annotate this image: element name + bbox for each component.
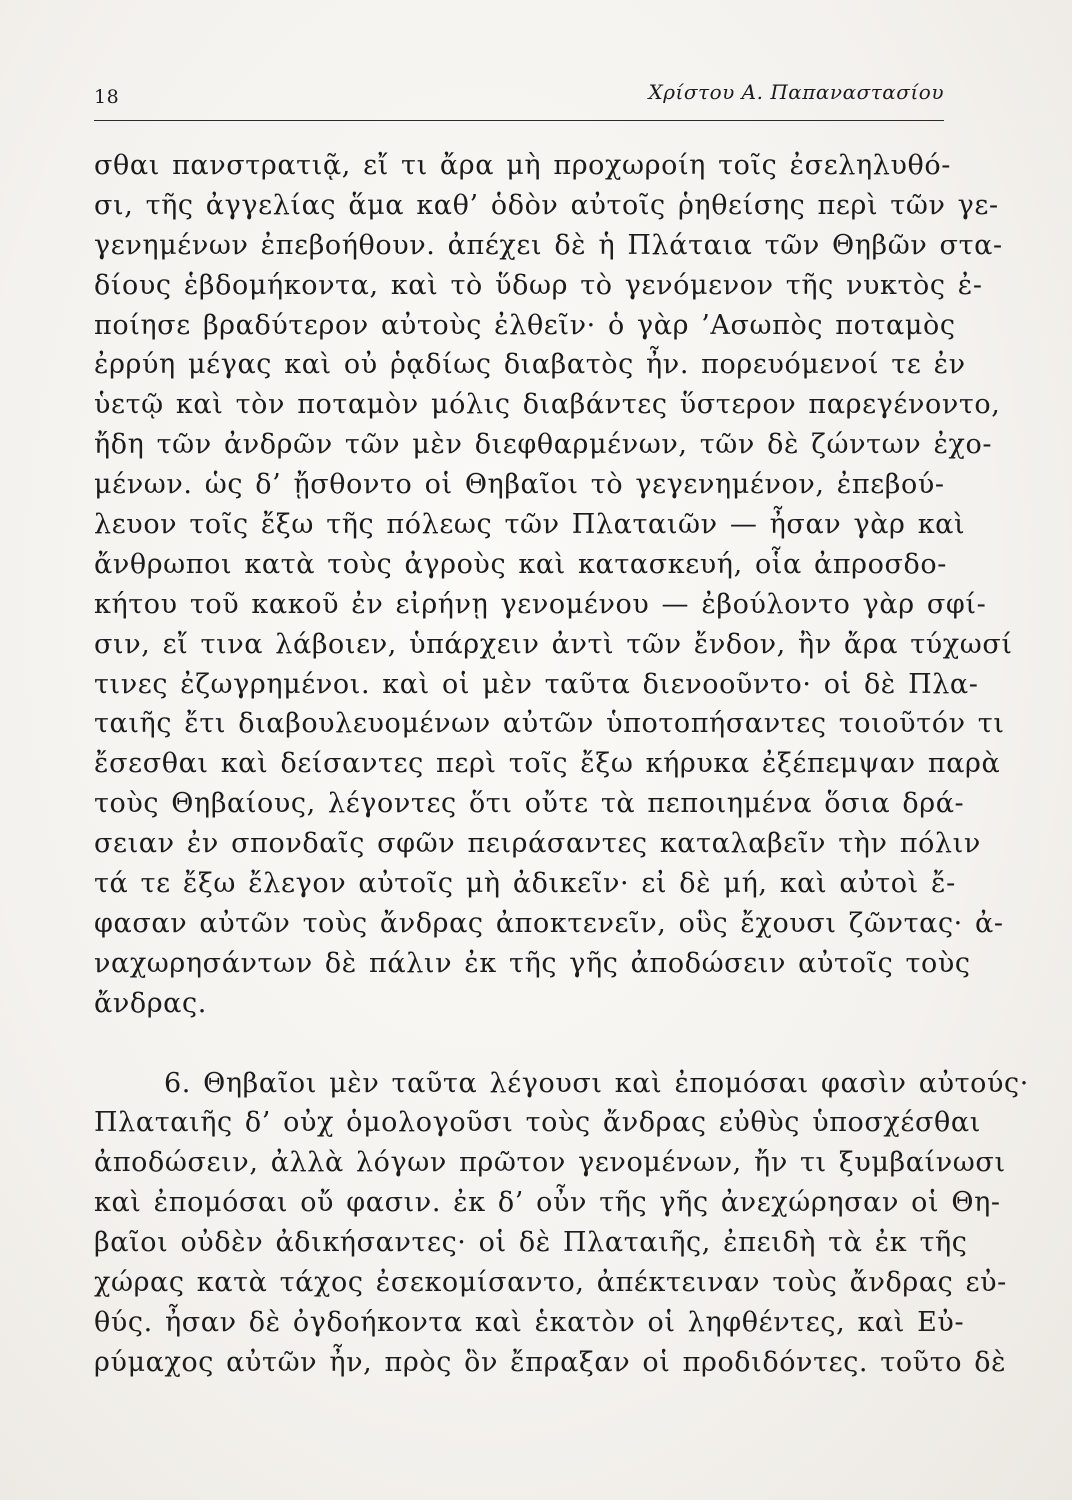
text-line: ἐρρύη μέγας καὶ οὐ ῥᾳδίως διαβατὸς ἦν. πορευόμενοί τε ἐν: [94, 349, 966, 381]
text-line: ἄνθρωποι κατὰ τοὺς ἀγροὺς καὶ κατασκευή, οἷα ἀπροσδο-: [94, 548, 947, 580]
text-line: θύς. ἦσαν δὲ ὀγδοήκοντα καὶ ἑκατὸν οἱ ληφθέντες, καὶ Εὐ-: [94, 1306, 965, 1338]
text-line: κήτου τοῦ κακοῦ ἐν εἰρήνῃ γενομένου — ἐβούλοντο γὰρ σφί-: [94, 588, 987, 620]
text-line: σειαν ἐν σπονδαῖς σφῶν πειράσαντες καταλαβεῖν τὴν πόλιν: [94, 828, 981, 860]
text-line: φασαν αὐτῶν τοὺς ἄνδρας ἀποκτενεῖν, οὓς ἔχουσι ζῶντας· ἀ-: [94, 907, 1004, 939]
text-line: ρύμαχος αὐτῶν ἦν, πρὸς ὃν ἔπραξαν οἱ προδιδόντες. τοῦτο δὲ: [94, 1346, 1007, 1378]
text-line: ἀποδώσειν, ἀλλὰ λόγων πρῶτον γενομένων, ἤν τι ξυμβαίνωσι: [94, 1147, 1006, 1179]
text-line: σθαι πανστρατιᾷ, εἴ τι ἄρα μὴ προχωροίη τοῖς ἐσεληλυθό-: [94, 150, 951, 181]
paragraph-2: [94, 1064, 1029, 1383]
paragraph-1: [94, 146, 1013, 1024]
text-line: λευον τοῖς ἔξω τῆς πόλεως τῶν Πλαταιῶν — ἦσαν γὰρ καὶ: [94, 509, 966, 541]
text-line: δίους ἑβδομήκοντα, καὶ τὸ ὕδωρ τὸ γενόμενον τῆς νυκτὸς ἐ-: [94, 269, 983, 301]
text-line: ἤδη τῶν ἀνδρῶν τῶν μὲν διεφθαρμένων, τῶν δὲ ζώντων ἐχο-: [94, 429, 993, 461]
text-line: χώρας κατὰ τάχος ἐσεκομίσαντο, ἀπέκτειναν τοὺς ἄνδρας εὐ-: [94, 1267, 1007, 1299]
text-line: ταιῆς ἔτι διαβουλευομένων αὐτῶν ὑποτοπήσαντες τοιοῦτόν τι: [94, 708, 1005, 740]
text-line: τοὺς Θηβαίους, λέγοντες ὅτι οὔτε τὰ πεποιημένα ὅσια δρά-: [94, 788, 965, 820]
text-line: σι, τῆς ἀγγελίας ἅμα καθ’ ὁδὸν αὐτοῖς ῥηθείσης περὶ τῶν γε-: [94, 189, 999, 221]
text-line: τά τε ἔξω ἔλεγον αὐτοῖς μὴ ἀδικεῖν· εἰ δὲ μή, καὶ αὐτοὶ ἔ-: [94, 868, 956, 900]
text-line: ἔσεσθαι καὶ δείσαντες περὶ τοῖς ἔξω κήρυκα ἐξέπεμψαν παρὰ: [94, 748, 1001, 780]
text-line: ναχωρησάντων δὲ πάλιν ἐκ τῆς γῆς ἀποδώσειν αὐτοῖς τοὺς: [94, 947, 971, 979]
section-first-line: 6. Θηβαῖοι μὲν ταῦτα λέγουσι καὶ ἐπομόσαι φασὶν αὐτούς·: [164, 1067, 1029, 1099]
page-number: 18: [94, 86, 120, 108]
running-head: Χρίστου Α. Παπαναστασίου: [648, 80, 944, 104]
text-line: γενημένων ἐπεβοήθουν. ἀπέχει δὲ ἡ Πλάταια τῶν Θηβῶν στα-: [94, 229, 1003, 261]
text-line: ὑετῷ καὶ τὸν ποταμὸν μόλις διαβάντες ὕστερον παρεγένοντο,: [94, 389, 1001, 421]
text-line: ποίησε βραδύτερον αὐτοὺς ἐλθεῖν· ὁ γὰρ ’Ασωπὸς ποταμὸς: [94, 309, 956, 341]
paragraph-gap: [94, 1024, 964, 1064]
text-line: βαῖοι οὐδὲν ἀδικήσαντες· οἱ δὲ Πλαταιῆς, ἐπειδὴ τὰ ἐκ τῆς: [94, 1227, 968, 1259]
header-rule: [94, 120, 944, 121]
text-line: ἄνδρας.: [94, 987, 207, 1019]
text-line: τινες ἐζωγρημένοι. καὶ οἱ μὲν ταῦτα διενοοῦντο· οἱ δὲ Πλα-: [94, 668, 979, 700]
text-line: σιν, εἴ τινα λάβοιεν, ὑπάρχειν ἀντὶ τῶν ἔνδον, ἢν ἄρα τύχωσί: [94, 628, 1013, 660]
body-text: [94, 146, 1029, 1383]
text-line: μένων. ὡς δ’ ᾔσθοντο οἱ Θηβαῖοι τὸ γεγενημένον, ἐπεβού-: [94, 469, 945, 501]
page-header: [94, 74, 944, 114]
text-line: καὶ ἐπομόσαι οὔ φασιν. ἐκ δ’ οὖν τῆς γῆς ἀνεχώρησαν οἱ Θη-: [94, 1187, 1001, 1219]
text-line: Πλαταιῆς δ’ οὐχ ὁμολογοῦσι τοὺς ἄνδρας εὐθὺς ὑποσχέσθαι: [94, 1107, 981, 1139]
